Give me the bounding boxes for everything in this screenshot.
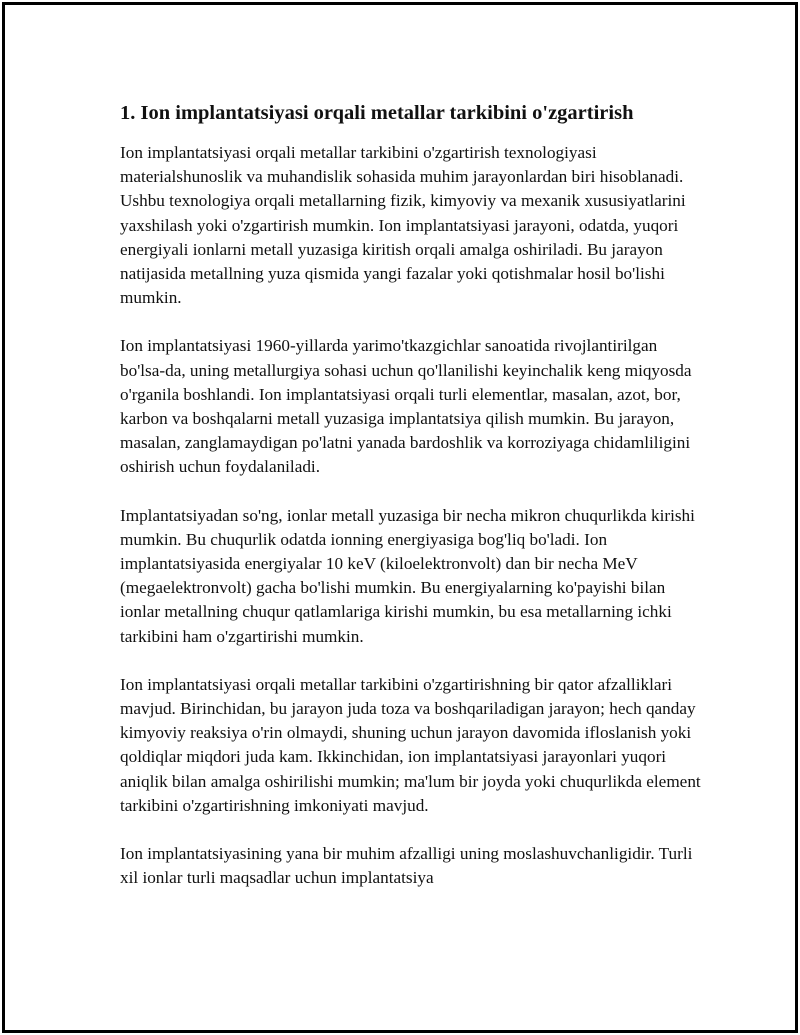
paragraph-5: Ion implantatsiyasining yana bir muhim afzalligi uning moslashuvchanligidir. Turli xil ionlar turli maqsadlar uchun implantatsiya [120, 844, 693, 888]
section-heading: 1. Ion implantatsiyasi orqali metallar tarkibini o'zgartirish [120, 102, 634, 124]
paragraph-2: Ion implantatsiyasi 1960-yillarda yarimo'tkazgichlar sanoatida rivojlantirilgan bo'lsa-da, uning metallurgiya sohasi uchun qo'llanilishi keyinchalik keng miqyosda o'rganila boshlandi. Ion implantatsiyasi orqali turli elementlar, masalan, azot, bor, karbon va boshqalarni metall yuzasiga implantatsiya qilish mumkin. Bu jarayon, masalan, zanglamaydigan po'latni yanada bardoshlik va korroziyaga chidamliligini oshirish uchun foydalaniladi. [120, 336, 692, 477]
paragraph-1: Ion implantatsiyasi orqali metallar tarkibini o'zgartirish texnologiyasi materialshunoslik va muhandislik sohasida muhim jarayonlardan biri hisoblanadi. Ushbu texnologiya orqali metallarning fizik, kimyoviy va mexanik xususiyatlarini yaxshilash yoki o'zgartirish mumkin. Ion implantatsiyasi jarayoni, odatda, yuqori energiyali ionlarni metall yuzasiga kiritish orqali amalga oshiriladi. Bu jarayon natijasida metallning yuza qismida yangi fazalar yoki qotishmalar hosil bo'lishi mumkin. [120, 143, 686, 308]
document-body [120, 99, 705, 914]
paragraph-3: Implantatsiyadan so'ng, ionlar metall yuzasiga bir necha mikron chuqurlikda kirishi mumkin. Bu chuqurlik odatda ionning energiyasiga bog'liq bo'ladi. Ion implantatsiyasida energiyalar 10 keV (kiloelektronvolt) dan bir necha MeV (megaelektronvolt) gacha bo'lishi mumkin. Bu energiyalarning ko'payishi bilan ionlar metallning chuqur qatlamlariga kirishi mumkin, bu esa metallarning ichki tarkibini ham o'zgartirishi mumkin. [120, 505, 695, 646]
document-page [2, 2, 798, 1033]
paragraph-4: Ion implantatsiyasi orqali metallar tarkibini o'zgartirishning bir qator afzalliklari mavjud. Birinchidan, bu jarayon juda toza va boshqariladigan jarayon; hech qanday kimyoviy reaksiya o'rin olmaydi, shuning uchun jarayon davomida ifloslanish yoki qoldiqlar miqdori juda kam. Ikkinchidan, ion implantatsiyasi jarayonlari yuqori aniqlik bilan amalga oshirilishi mumkin; ma'lum bir joyda yoki chuqurlikda element tarkibini o'zgartirishning imkoniyati mavjud. [120, 674, 701, 815]
